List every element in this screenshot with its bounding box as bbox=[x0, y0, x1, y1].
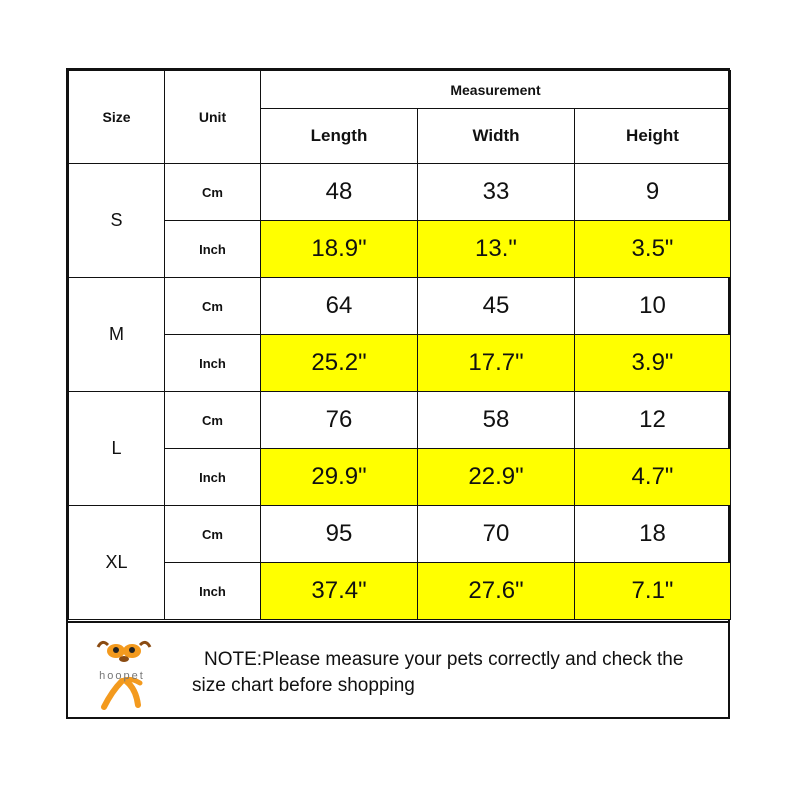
table-row bbox=[69, 164, 731, 221]
table-row bbox=[69, 335, 731, 392]
logo-text: hoopet bbox=[99, 670, 145, 682]
width-cell: 70 bbox=[418, 506, 575, 563]
width-cell: 22.9" bbox=[418, 449, 575, 506]
height-cell: 18 bbox=[575, 506, 731, 563]
length-cell: 18.9" bbox=[261, 221, 418, 278]
table-row bbox=[69, 278, 731, 335]
length-cell: 25.2" bbox=[261, 335, 418, 392]
unit-cell: Inch bbox=[165, 563, 261, 620]
width-cell: 58 bbox=[418, 392, 575, 449]
note-text: NOTE:Please measure your pets correctly and check the size chart before shopping bbox=[192, 649, 684, 696]
table-row bbox=[69, 449, 731, 506]
width-cell: 33 bbox=[418, 164, 575, 221]
height-cell: 4.7" bbox=[575, 449, 731, 506]
length-cell: 48 bbox=[261, 164, 418, 221]
height-cell: 3.9" bbox=[575, 335, 731, 392]
table-row bbox=[69, 563, 731, 620]
height-cell: 10 bbox=[575, 278, 731, 335]
size-cell: M bbox=[69, 278, 165, 392]
unit-cell: Cm bbox=[165, 392, 261, 449]
length-cell: 64 bbox=[261, 278, 418, 335]
size-cell: L bbox=[69, 392, 165, 506]
width-cell: 17.7" bbox=[418, 335, 575, 392]
hoopet-logo bbox=[82, 633, 162, 713]
unit-cell: Inch bbox=[165, 221, 261, 278]
width-cell: 45 bbox=[418, 278, 575, 335]
width-cell: 13." bbox=[418, 221, 575, 278]
unit-cell: Cm bbox=[165, 164, 261, 221]
unit-cell: Cm bbox=[165, 278, 261, 335]
unit-cell: Inch bbox=[165, 449, 261, 506]
height-header: Height bbox=[575, 109, 731, 164]
length-cell: 95 bbox=[261, 506, 418, 563]
length-cell: 29.9" bbox=[261, 449, 418, 506]
length-cell: 37.4" bbox=[261, 563, 418, 620]
table-row bbox=[69, 506, 731, 563]
length-header: Length bbox=[261, 109, 418, 164]
table-row bbox=[69, 392, 731, 449]
width-cell: 27.6" bbox=[418, 563, 575, 620]
size-chart bbox=[66, 68, 730, 719]
unit-cell: Cm bbox=[165, 506, 261, 563]
size-cell: S bbox=[69, 164, 165, 278]
height-cell: 12 bbox=[575, 392, 731, 449]
size-table bbox=[68, 70, 731, 620]
height-cell: 9 bbox=[575, 164, 731, 221]
width-header: Width bbox=[418, 109, 575, 164]
note-section bbox=[68, 621, 728, 717]
length-cell: 76 bbox=[261, 392, 418, 449]
height-cell: 7.1" bbox=[575, 563, 731, 620]
height-cell: 3.5" bbox=[575, 221, 731, 278]
table-row bbox=[69, 221, 731, 278]
size-cell: XL bbox=[69, 506, 165, 620]
unit-header: Unit bbox=[165, 71, 261, 164]
size-header: Size bbox=[69, 71, 165, 164]
measurement-header: Measurement bbox=[261, 71, 731, 109]
unit-cell: Inch bbox=[165, 335, 261, 392]
